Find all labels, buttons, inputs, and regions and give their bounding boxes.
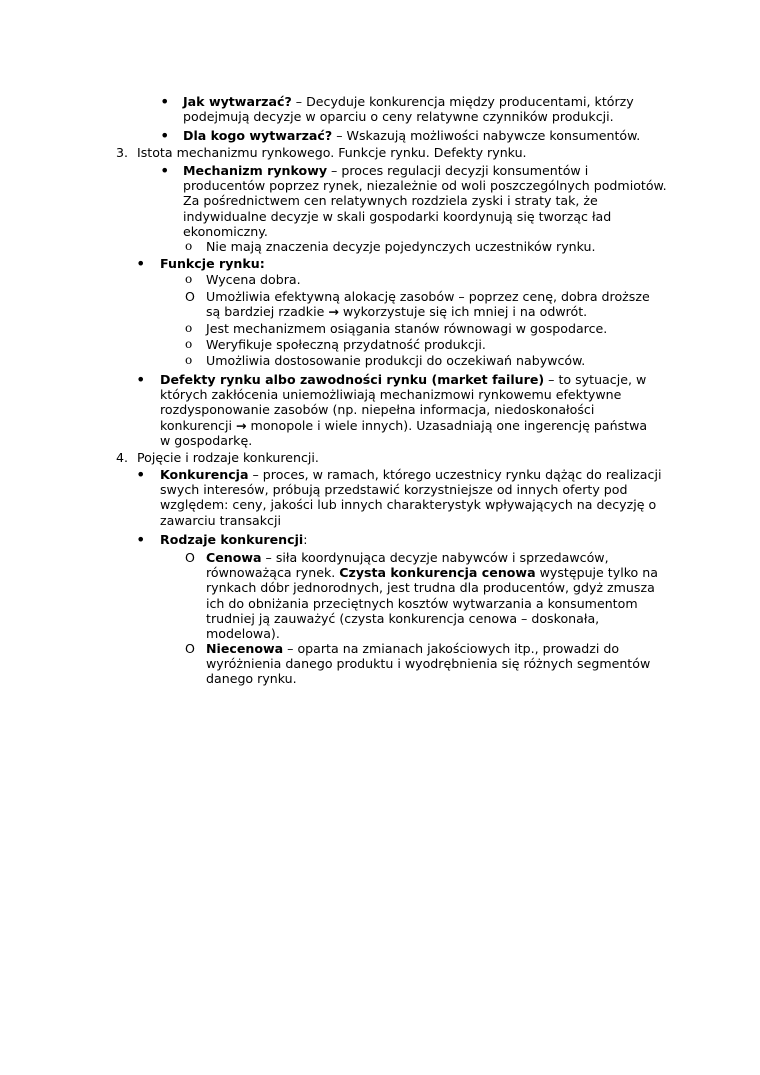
bullet-marker: • [136, 465, 146, 484]
list-item-konkurencja: Konkurencja – proces, w ramach, którego uczestnicy rynku dążąc do realizacji swych interesów, próbują przedstawić korzystniejsze od innych oferty pod względem: ceny, jakości lub innych charakterystyk wpływających na decyzję o zawarciu transakcji [160, 467, 662, 528]
bullet-marker: • [136, 254, 146, 273]
arrow-right-icon: → [328, 304, 339, 320]
sub-bullet-marker: o [185, 239, 193, 253]
sub-item-f2: Umożliwia efektywną alokację zasobów – poprzez cenę, dobra droższe są bardziej rzadkie → wykorzystuje się ich mniej i na odwrót. [206, 289, 650, 320]
list-item-funkcje: Funkcje rynku: [160, 256, 265, 271]
sub-item-mechanizm: Nie mają znaczenia decyzje pojedynczych uczestników rynku. [206, 239, 596, 254]
section-number: 3. [116, 145, 129, 160]
list-item-jak-wytwarzac: Jak wytwarzać? – Decyduje konkurencja między producentami, którzy podejmują decyzje w oparciu o ceny relatywne czynników produkcji. [183, 94, 634, 125]
section-number: 4. [116, 450, 129, 465]
section-heading-4: Pojęcie i rodzaje konkurencji. [137, 450, 319, 465]
sub-item-f4: Weryfikuje społeczną przydatność produkcji. [206, 337, 486, 352]
sub-bullet-marker: O [185, 550, 195, 565]
bullet-marker: • [160, 161, 170, 180]
sub-bullet-marker: o [185, 321, 193, 335]
sub-item-f3: Jest mechanizmem osiągania stanów równowagi w gospodarce. [206, 321, 608, 336]
sub-item-niecenowa: Niecenowa – oparta na zmianach jakościowych itp., prowadzi do wyróżnienia danego produktu i wyodrębnienia się różnych segmentów danego rynku. [206, 641, 651, 687]
sub-bullet-marker: O [185, 289, 195, 304]
section-heading-3: Istota mechanizmu rynkowego. Funkcje rynku. Defekty rynku. [137, 145, 527, 160]
list-item-mechanizm: Mechanizm rynkowy – proces regulacji decyzji konsumentów i producentów poprzez rynek, niezależnie od woli poszczególnych podmiotów. Za pośrednictwem cen relatywnych rozdziela zyski i straty tak, że indywidualne decyzje w skali gospodarki koordynują się tworząc ład ekonomiczny. [183, 163, 667, 239]
sub-bullet-marker: o [185, 353, 193, 367]
bullet-marker: • [160, 126, 170, 145]
list-item-dla-kogo: Dla kogo wytwarzać? – Wskazują możliwości nabywcze konsumentów. [183, 128, 641, 143]
bullet-marker: • [136, 530, 146, 549]
list-item-rodzaje: Rodzaje konkurencji: [160, 532, 308, 547]
sub-bullet-marker: o [185, 337, 193, 351]
sub-item-cenowa: Cenowa – siła koordynująca decyzje nabywców i sprzedawców, równoważąca rynek. Czysta konkurencja cenowa występuje tylko na rynkach dóbr jednorodnych, jest trudna dla producentów, gdyż zmusza ich do obniżania przeciętnych kosztów wytwarzania a konsumentom trudniej ją zauważyć (czysta konkurencja cenowa – doskonała, modelowa). [206, 550, 658, 642]
bullet-marker: • [160, 92, 170, 111]
sub-item-f5: Umożliwia dostosowanie produkcji do oczekiwań nabywców. [206, 353, 586, 368]
sub-bullet-marker: O [185, 641, 195, 656]
list-item-defekty: Defekty rynku albo zawodności rynku (market failure) – to sytuacje, w których zakłócenia uniemożliwiają mechanizmowi rynkowemu efektywne rozdysponowanie zasobów (np. niepełna informacja, niedoskonałości konkurencji → monopole i wiele innych). Uzasadniają one ingerencję państwa w gospodarkę. [160, 372, 648, 448]
bullet-marker: • [136, 370, 146, 389]
sub-bullet-marker: o [185, 272, 193, 286]
arrow-right-icon: → [235, 417, 247, 433]
sub-item-f1: Wycena dobra. [206, 272, 301, 287]
